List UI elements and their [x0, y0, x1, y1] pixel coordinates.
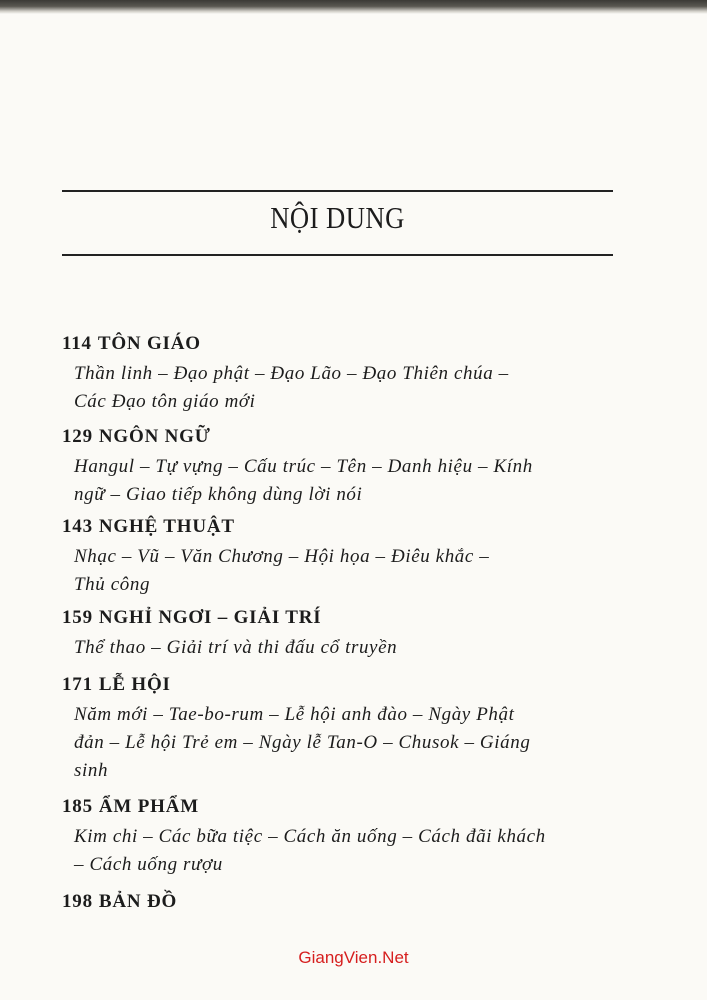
- toc-subtopic-line: sinh: [74, 760, 109, 781]
- toc-page-number: 129: [62, 426, 93, 447]
- toc-page-number: 114: [62, 333, 92, 354]
- toc-subtopic-line: Hangul – Tự vựng – Cấu trúc – Tên – Danh hiệu – Kính: [74, 456, 533, 477]
- toc-subtopic-line: Thủ công: [74, 574, 151, 595]
- toc-entry-heading: [62, 673, 622, 697]
- heading-rule-bottom: [62, 254, 613, 256]
- toc-subtopics: [62, 823, 622, 879]
- toc-subtopic-line: Thần linh – Đạo phật – Đạo Lão – Đạo Thiên chúa –: [74, 363, 509, 384]
- toc-section-title: LỄ HỘI: [98, 674, 171, 695]
- toc-entry-heading: [62, 515, 622, 539]
- toc-page-number: 143: [62, 516, 93, 537]
- toc-page-number: 171: [62, 674, 93, 695]
- toc-entry-nghi-ngoi: [62, 606, 622, 662]
- toc-subtopic-line: Năm mới – Tae-bo-rum – Lễ hội anh đào – Ngày Phật: [74, 704, 515, 725]
- toc-subtopic-line: Các Đạo tôn giáo mới: [74, 391, 256, 412]
- toc-entry-am-pham: [62, 795, 622, 879]
- toc-section-title: NGHỈ NGƠI – GIẢI TRÍ: [98, 607, 322, 628]
- toc-subtopics: [62, 360, 622, 416]
- heading-rule-top: [62, 190, 613, 192]
- toc-entry-ton-giao: [62, 332, 622, 416]
- toc-subtopic-line: Thể thao – Giải trí và thi đấu cổ truyền: [74, 637, 398, 658]
- toc-subtopic-line: – Cách uống rượu: [74, 854, 223, 875]
- toc-page-number: 159: [62, 607, 93, 628]
- toc-subtopic-line: ngữ – Giao tiếp không dùng lời nói: [74, 484, 363, 505]
- toc-subtopics: [62, 543, 622, 599]
- toc-subtopics: [62, 453, 622, 509]
- page-top-edge: [0, 0, 707, 14]
- toc-entry-ngon-ngu: [62, 425, 622, 509]
- toc-entry-heading: [62, 795, 622, 819]
- toc-entry-heading: [62, 425, 622, 449]
- toc-section-title: NGHỆ THUẬT: [98, 516, 235, 537]
- toc-subtopics: [62, 701, 622, 785]
- toc-entry-heading: [62, 890, 622, 914]
- toc-page-number: 185: [62, 796, 93, 817]
- toc-entry-heading: [62, 606, 622, 630]
- toc-subtopic-line: Nhạc – Vũ – Văn Chương – Hội họa – Điêu khắc –: [74, 546, 490, 567]
- toc-entry-nghe-thuat: [62, 515, 622, 599]
- toc-entry-heading: [62, 332, 622, 356]
- toc-page-number: 198: [62, 891, 93, 912]
- toc-section-title: NGÔN NGỮ: [98, 426, 211, 447]
- toc-entry-ban-do: [62, 890, 622, 914]
- watermark: GiangVien.Net: [298, 948, 409, 967]
- toc-section-title: ẨM PHẨM: [98, 796, 199, 817]
- toc-section-title: BẢN ĐỒ: [98, 891, 178, 912]
- toc-section-title: TÔN GIÁO: [97, 333, 201, 354]
- page-title: NỘI DUNG: [270, 200, 405, 235]
- toc-subtopic-line: Kim chi – Các bữa tiệc – Cách ăn uống – Cách đãi khách: [74, 826, 546, 847]
- toc-subtopics: [62, 634, 622, 662]
- toc-entry-le-hoi: [62, 673, 622, 785]
- toc-subtopic-line: đản – Lễ hội Trẻ em – Ngày lễ Tan-O – Chusok – Giáng: [74, 732, 531, 753]
